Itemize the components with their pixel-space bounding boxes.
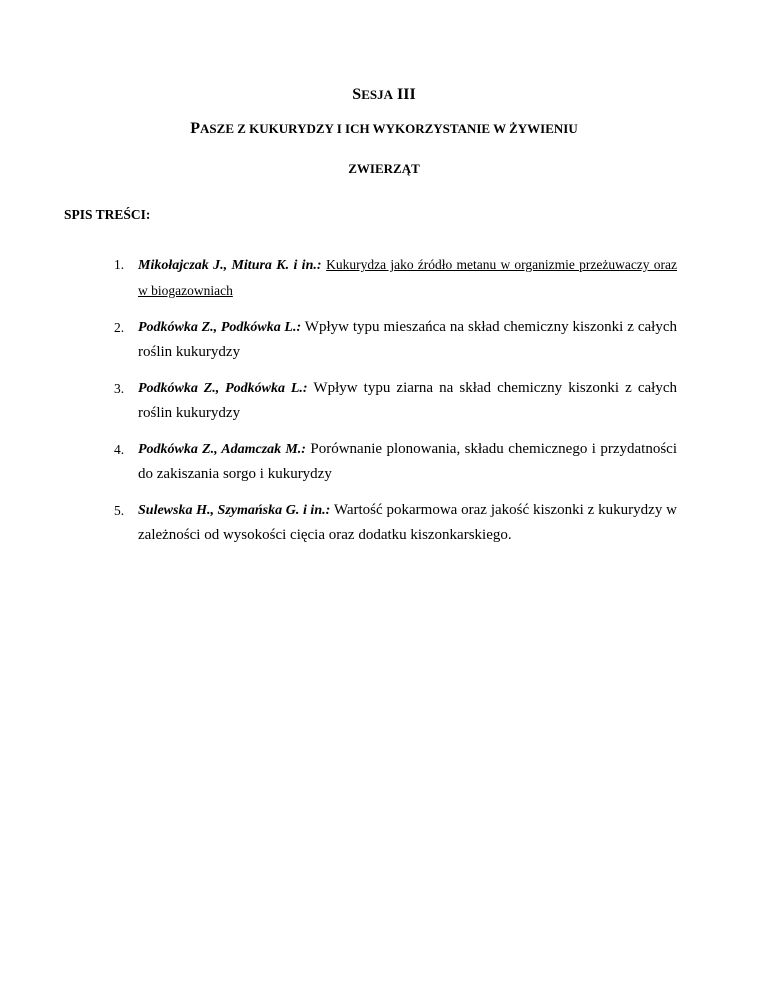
toc-item (104, 376, 677, 426)
title-rest: ASZE Z KUKURYDZY I ICH WYKORZYSTANIE W ŻYWIENIU (200, 121, 578, 136)
toc-item-title: Wpływ typu ziarna na skład chemiczny kiszonki z całych roślin kukurydzy (138, 380, 678, 421)
toc-item-authors: Podkówka Z., Adamczak M.: (138, 442, 306, 457)
toc-item-title: Wpływ typu mieszańca na skład chemiczny kiszonki z całych roślin kukurydzy (138, 319, 678, 360)
toc-item-number: 1. (114, 257, 125, 272)
toc-item (104, 498, 677, 548)
toc-item-number: 4. (114, 442, 125, 457)
toc-item-authors: Podkówka Z., Podkówka L.: (138, 320, 302, 335)
section-title-line2: ZWIERZĄT (348, 161, 420, 176)
toc-item-title: Porównanie plonowania, składu chemicznego i przydatności do zakiszania sorgo i kukurydzy (138, 441, 678, 482)
toc-item-number: 5. (114, 503, 125, 518)
section-title (0, 118, 768, 140)
toc-item-authors: Podkówka Z., Podkówka L.: (138, 381, 308, 396)
toc-item-title: Wartość pokarmowa oraz jakość kiszonki z kukurydzy w zależności od wysokości cięcia oraz dodatku kiszonkarskiego. (138, 502, 678, 543)
toc-item-title-link[interactable]: Kukurydza jako źródło metanu w organizmie przeżuwaczy oraz w biogazowniach (138, 257, 677, 298)
toc-list (104, 252, 677, 559)
toc-item (104, 437, 677, 487)
toc-item-number: 3. (114, 381, 125, 396)
toc-item (104, 315, 677, 365)
toc-item-number: 2. (114, 320, 125, 335)
session-word-rest: ESJA (361, 87, 393, 102)
toc-item-authors: Mikołajczak J., Mitura K. i in.: (138, 258, 322, 273)
toc-item-authors: Sulewska H., Szymańska G. i in.: (138, 503, 331, 518)
toc-heading: SPIS TREŚCI: (64, 207, 151, 222)
title-first-letter: P (190, 120, 201, 137)
session-numeral: III (397, 86, 416, 103)
session-first-letter: S (352, 86, 362, 103)
session-heading (0, 84, 768, 106)
toc-item (104, 252, 677, 304)
